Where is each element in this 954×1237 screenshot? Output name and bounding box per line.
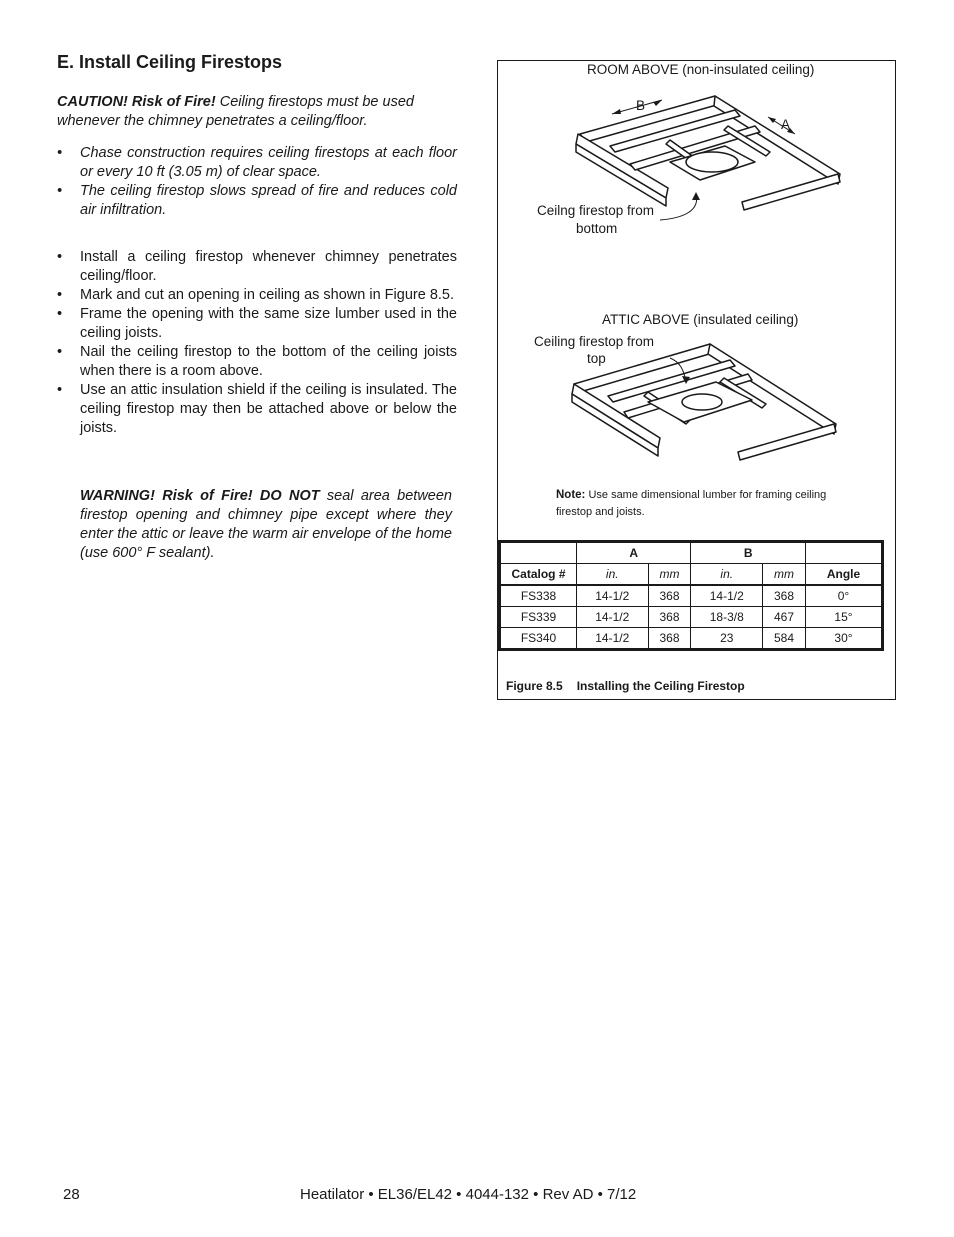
column-header-angle: Angle (806, 564, 883, 586)
caption-text: Installing the Ceiling Firestop (576, 679, 745, 693)
unit-label: mm (763, 564, 806, 586)
dimension-label-a: A (781, 117, 791, 132)
dimension-label-b: B (636, 98, 646, 113)
unit-label: in. (691, 564, 763, 586)
caution-paragraph (57, 93, 457, 131)
page-number: 28 (63, 1186, 80, 1203)
table-cell: 0° (806, 585, 883, 607)
figure-caption (506, 679, 745, 693)
list-item: • Install a ceiling firestop whenever chimney penetrates ceiling/floor. (57, 248, 457, 286)
list-item: • Use an attic insulation shield if the ceiling is insulated. The ceiling firestop may then be attached above or below the joists. (57, 381, 457, 438)
table-cell: 18-3/8 (691, 607, 763, 628)
caution-text: Ceiling firestops must be used whenever the chimney penetrates a ceiling/floor. (57, 94, 414, 129)
table-cell: 14-1/2 (577, 628, 649, 650)
table-row (500, 607, 883, 628)
bottom-callout-label: Ceiling firestop from (534, 334, 655, 349)
table-cell: FS339 (500, 607, 577, 628)
table-cell: FS340 (500, 628, 577, 650)
list-item: • Frame the opening with the same size lumber used in the ceiling joists. (57, 305, 457, 343)
italic-bullet-list (57, 144, 457, 220)
table-cell: 23 (691, 628, 763, 650)
list-item: • Mark and cut an opening in ceiling as shown in Figure 8.5. (57, 286, 457, 305)
table-subheader-row (500, 564, 883, 586)
caption-label: Figure 8.5 (506, 679, 563, 693)
table-cell: 14-1/2 (577, 607, 649, 628)
table-row (500, 585, 883, 607)
table-cell: 368 (648, 585, 691, 607)
unit-label: mm (648, 564, 691, 586)
attic-above-framing-illustration (520, 340, 860, 480)
table-cell: 467 (763, 607, 806, 628)
top-callout-label: Ceilng firestop from (537, 203, 655, 218)
table-cell: 368 (648, 628, 691, 650)
table-cell: FS338 (500, 585, 577, 607)
table-row (500, 628, 883, 650)
table-header-spacer (500, 542, 577, 564)
table-header-spacer (806, 542, 883, 564)
table-cell: 368 (763, 585, 806, 607)
table-cell: 15° (806, 607, 883, 628)
section-heading: E. Install Ceiling Firestops (57, 52, 283, 72)
column-header-catalog: Catalog # (500, 564, 577, 586)
figure-note (556, 487, 856, 521)
table-header-row (500, 542, 883, 564)
caution-label: CAUTION! Risk of Fire! (57, 94, 216, 110)
figure-bottom-title: ATTIC ABOVE (insulated ceiling) (602, 312, 799, 327)
note-text: Use same dimensional lumber for framing ceiling firestop and joists. (556, 489, 827, 518)
figure-top-title: ROOM ABOVE (non-insulated ceiling) (587, 62, 815, 77)
table-cell: 368 (648, 607, 691, 628)
warning-paragraph (80, 487, 452, 563)
table-cell: 584 (763, 628, 806, 650)
instruction-bullet-list (57, 248, 457, 438)
bottom-callout-label-line2: top (587, 351, 606, 366)
table-cell: 14-1/2 (577, 585, 649, 607)
column-header-a: A (577, 542, 691, 564)
list-item: • Nail the ceiling firestop to the bottom of the ceiling joists when there is a room above. (57, 343, 457, 381)
unit-label: in. (577, 564, 649, 586)
column-header-b: B (691, 542, 806, 564)
note-label: Note: (556, 489, 586, 501)
top-callout-label-line2: bottom (576, 221, 618, 236)
list-item: • The ceiling firestop slows spread of fire and reduces cold air infiltration. (57, 182, 457, 220)
warning-label: WARNING! Risk of Fire! DO NOT (80, 488, 320, 504)
document-info: Heatilator • EL36/EL42 • 4044-132 • Rev AD • 7/12 (300, 1186, 637, 1203)
table-cell: 30° (806, 628, 883, 650)
warning-text: seal area between firestop opening and chimney pipe except where they enter the attic or leave the warm air envelope of the home (use 600° F sealant). (80, 488, 452, 561)
list-item: • Chase construction requires ceiling firestops at each floor or every 10 ft (3.05 m) of clear space. (57, 144, 457, 182)
firestop-dimensions-table (498, 540, 884, 651)
table-cell: 14-1/2 (691, 585, 763, 607)
